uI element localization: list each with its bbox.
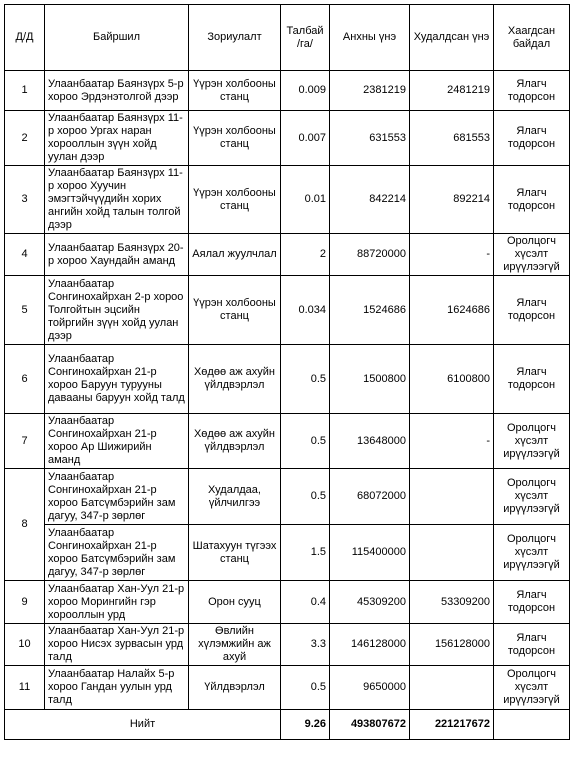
table-row [5,234,570,276]
document-page [4,4,570,740]
cell-sale-price: 156128000 [410,624,494,666]
header-no: Д/Д [5,5,45,71]
cell-location: Улаанбаатар Сонгинохайрхан 21-р хороо Баруун турууны давааны баруун хойд талд [45,345,189,414]
cell-no: 1 [5,71,45,111]
cell-initial-price: 45309200 [330,581,410,624]
cell-no: 7 [5,414,45,469]
cell-note: Ялагч тодорсон [494,111,570,166]
table-row [5,666,570,710]
cell-no: 10 [5,624,45,666]
cell-initial-price: 13648000 [330,414,410,469]
cell-note: Ялагч тодорсон [494,166,570,234]
cell-location: Улаанбаатар Хан-Уул 21-р хороо Морингийн гэр хорооллын урд [45,581,189,624]
cell-no: 8 [5,469,45,581]
table-row [5,71,570,111]
table-row [5,581,570,624]
header-note: Хаагдсан байдал [494,5,570,71]
cell-area: 0.5 [281,414,330,469]
cell-sale-price: 6100800 [410,345,494,414]
total-initial-price: 493807672 [330,710,410,740]
cell-no: 3 [5,166,45,234]
header-location: Байршил [45,5,189,71]
cell-initial-price: 68072000 [330,469,410,525]
cell-sale-price: 892214 [410,166,494,234]
table-row [5,624,570,666]
cell-note: Оролцогч хүсэлт ирүүлээгүй [494,234,570,276]
table-row [5,525,570,581]
cell-area: 0.009 [281,71,330,111]
cell-area: 2 [281,234,330,276]
cell-initial-price: 842214 [330,166,410,234]
cell-area: 0.034 [281,276,330,345]
cell-note: Оролцогч хүсэлт ирүүлээгүй [494,666,570,710]
cell-sale-price: 2481219 [410,71,494,111]
cell-purpose: Үйлдвэрлэл [189,666,281,710]
cell-sale-price: 53309200 [410,581,494,624]
total-label: Нийт [5,710,281,740]
total-note-empty [494,710,570,740]
cell-location: Улаанбаатар Баянзүрх 20-р хороо Хаундайн аманд [45,234,189,276]
cell-purpose: Худалдаа, үйлчилгээ [189,469,281,525]
cell-initial-price: 146128000 [330,624,410,666]
cell-note: Оролцогч хүсэлт ирүүлээгүй [494,414,570,469]
cell-purpose: Үүрэн холбооны станц [189,71,281,111]
cell-note: Ялагч тодорсон [494,624,570,666]
cell-initial-price: 631553 [330,111,410,166]
table-row [5,276,570,345]
cell-purpose: Орон сууц [189,581,281,624]
cell-purpose: Шатахуун түгээх станц [189,525,281,581]
cell-initial-price: 9650000 [330,666,410,710]
cell-purpose: Хөдөө аж ахуйн үйлдвэрлэл [189,414,281,469]
total-row [5,710,570,740]
cell-location: Улаанбаатар Сонгинохайрхан 21-р хороо Батсүмбэрийн зам дагуу, 347-р зөрлөг [45,525,189,581]
cell-location: Улаанбаатар Сонгинохайрхан 21-р хороо Ар Шижирийн аманд [45,414,189,469]
cell-initial-price: 88720000 [330,234,410,276]
cell-sale-price [410,469,494,525]
cell-initial-price: 1524686 [330,276,410,345]
table-row [5,166,570,234]
cell-no: 6 [5,345,45,414]
cell-note: Ялагч тодорсон [494,276,570,345]
cell-location: Улаанбаатар Налайх 5-р хороо Гандан уулын урд талд [45,666,189,710]
table-row [5,345,570,414]
cell-location: Улаанбаатар Баянзүрх 11-р хороо Ургах наран хорооллын зүүн хойд уулан дээр [45,111,189,166]
cell-area: 0.5 [281,469,330,525]
cell-purpose: Хөдөө аж ахуйн үйлдвэрлэл [189,345,281,414]
cell-location: Улаанбаатар Баянзүрх 5-р хороо Эрдэнэтолгой дээр [45,71,189,111]
cell-note: Ялагч тодорсон [494,71,570,111]
cell-location: Улаанбаатар Баянзүрх 11-р хороо Хуучин эмэгтэйчүүдийн хорих ангийн хойд талын толгой дээр [45,166,189,234]
cell-area: 0.4 [281,581,330,624]
table-row [5,469,570,525]
cell-sale-price: 681553 [410,111,494,166]
header-initial-price: Анхны үнэ [330,5,410,71]
cell-no: 2 [5,111,45,166]
cell-area: 0.5 [281,666,330,710]
auction-table [4,4,570,740]
cell-sale-price: - [410,414,494,469]
cell-no: 4 [5,234,45,276]
cell-location: Улаанбаатар Сонгинохайрхан 2-р хороо Толгойтын эцсийн тойргийн зүүн хойд уулан дээр [45,276,189,345]
cell-note: Оролцогч хүсэлт ирүүлээгүй [494,469,570,525]
cell-area: 0.5 [281,345,330,414]
table-row [5,111,570,166]
cell-no: 5 [5,276,45,345]
cell-sale-price [410,525,494,581]
header-purpose: Зориулалт [189,5,281,71]
cell-sale-price [410,666,494,710]
cell-sale-price: 1624686 [410,276,494,345]
cell-location: Улаанбаатар Сонгинохайрхан 21-р хороо Батсүмбэрийн зам дагуу, 347-р зөрлөг [45,469,189,525]
cell-purpose: Үүрэн холбооны станц [189,111,281,166]
cell-area: 3.3 [281,624,330,666]
cell-initial-price: 2381219 [330,71,410,111]
header-row [5,5,570,71]
cell-area: 0.007 [281,111,330,166]
header-area: Талбай /га/ [281,5,330,71]
cell-initial-price: 115400000 [330,525,410,581]
cell-purpose: Аялал жуулчлал [189,234,281,276]
cell-note: Оролцогч хүсэлт ирүүлээгүй [494,525,570,581]
cell-note: Ялагч тодорсон [494,345,570,414]
total-sale-price: 221217672 [410,710,494,740]
table-row [5,414,570,469]
cell-location: Улаанбаатар Хан-Уул 21-р хороо Нисэх зурвасын урд талд [45,624,189,666]
cell-no: 9 [5,581,45,624]
cell-purpose: Үүрэн холбооны станц [189,276,281,345]
cell-initial-price: 1500800 [330,345,410,414]
header-sale-price: Худалдсан үнэ [410,5,494,71]
cell-area: 1.5 [281,525,330,581]
cell-purpose: Өвлийн хүлэмжийн аж ахуй [189,624,281,666]
cell-no: 11 [5,666,45,710]
cell-purpose: Үүрэн холбооны станц [189,166,281,234]
cell-sale-price: - [410,234,494,276]
total-area: 9.26 [281,710,330,740]
cell-note: Ялагч тодорсон [494,581,570,624]
cell-area: 0.01 [281,166,330,234]
